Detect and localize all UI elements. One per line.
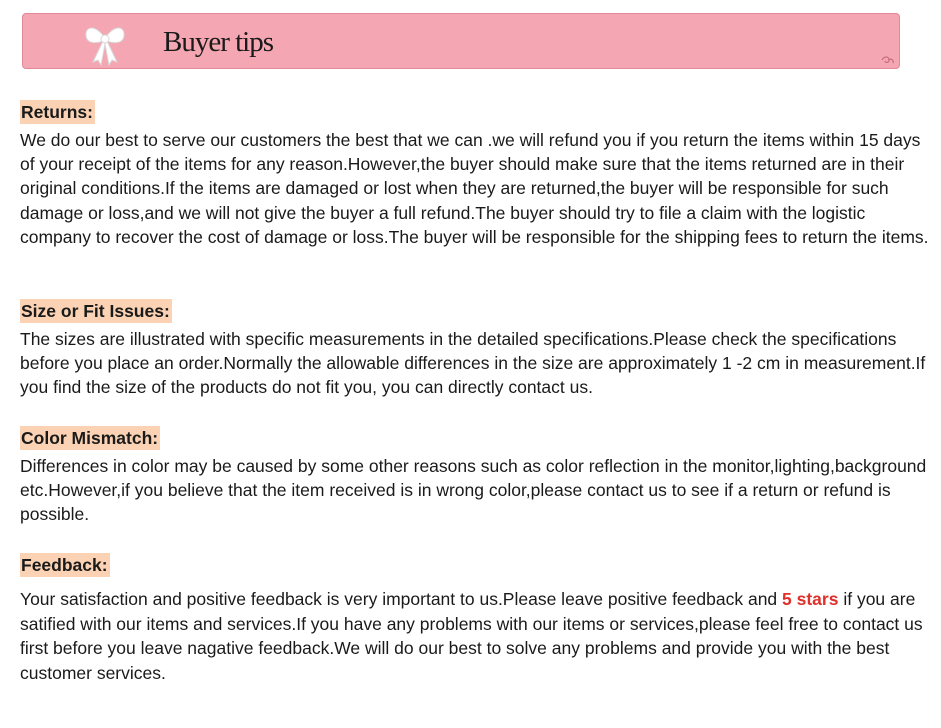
feedback-section <box>20 553 932 685</box>
size-fit-section <box>20 299 932 400</box>
returns-section <box>20 100 932 249</box>
feedback-text-after: if you are satified with our items and services.If you have any problems with our items or services,please feel free to contact us first before you leave nagative feedback.We will do our best to solve any problems and provide you with the best customer services. <box>20 589 923 683</box>
bow-icon <box>81 20 129 66</box>
feedback-heading: Feedback: <box>21 555 108 575</box>
size-fit-heading: Size or Fit Issues: <box>21 301 170 321</box>
returns-text: We do our best to serve our customers the best that we can .we will refund you if you return the items within 15 days of your receipt of the items for any reason.However,the buyer should make sure that the items returned are in their original conditions.If the items are damaged or lost when they are returned,the buyer will be responsible for such damage or loss,and we will not give the buyer a full refund.The buyer should try to file a claim with the logistic company to recover the cost of damage or loss.The buyer will be responsible for the shipping fees to return the items. <box>20 130 929 247</box>
color-mismatch-heading: Color Mismatch: <box>21 428 159 448</box>
color-mismatch-section <box>20 426 932 527</box>
feedback-text-before: Your satisfaction and positive feedback is very important to us.Please leave positive feedback and <box>20 589 783 609</box>
color-mismatch-text: Differences in color may be caused by some other reasons such as color reflection in the monitor,lighting,background etc.However,if you believe that the item received is in wrong color,please contact us to see if a return or refund is possible. <box>20 456 927 525</box>
feedback-text <box>20 587 932 685</box>
curl-icon <box>881 56 895 66</box>
returns-heading: Returns: <box>21 102 93 122</box>
five-stars-highlight: 5 stars <box>782 589 839 609</box>
buyer-tips-banner <box>22 13 900 69</box>
banner-title: Buyer tips <box>163 26 274 58</box>
size-fit-text: The sizes are illustrated with specific measurements in the detailed specifications.Please check the specifications before you place an order.Normally the allowable differences in the size are approximately 1 -2 cm in measurement.If you find the size of the products do not fit you, you can directly contact us. <box>20 329 926 398</box>
